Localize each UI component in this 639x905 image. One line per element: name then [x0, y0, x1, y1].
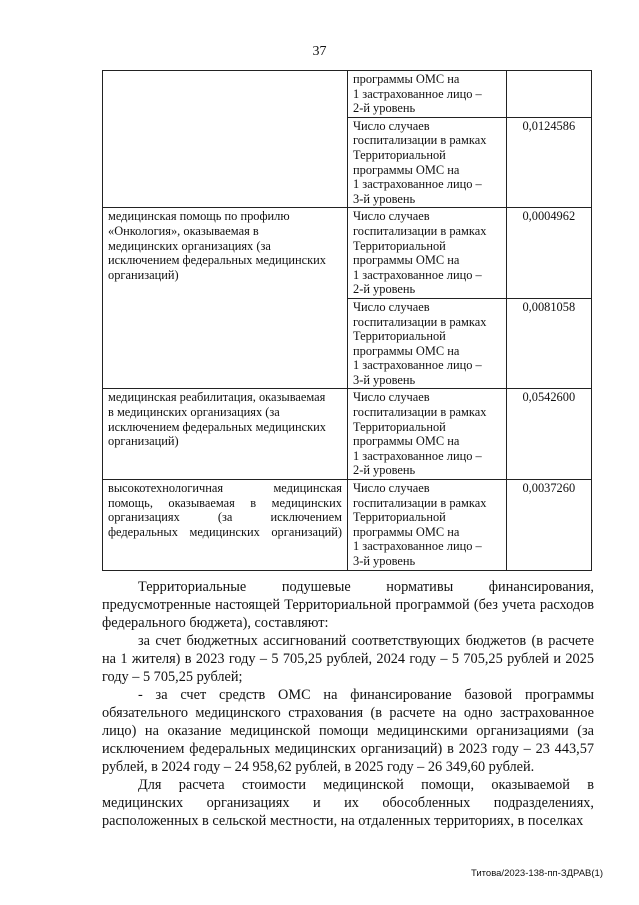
indicator-line: программы ОМС на	[353, 72, 460, 86]
indicator-cell	[348, 71, 507, 118]
indicator-line: госпитализации в рамках	[353, 495, 487, 510]
indicator-line: программы ОМС на	[353, 343, 460, 358]
service-line: «Онкология», оказываемая в	[108, 223, 259, 238]
table-row	[103, 480, 592, 571]
indicator-line: 1 застрахованное лицо –	[353, 86, 482, 101]
indicator-line: программы ОМС на	[353, 162, 460, 177]
indicator-line: Число случаев	[353, 209, 430, 224]
value-cell: 0,0542600	[506, 389, 591, 480]
service-line: медицинских организациях (за	[108, 238, 271, 253]
service-line: помощь, оказываемая в медицинских	[108, 495, 342, 510]
indicator-cell	[348, 480, 507, 571]
service-cell	[103, 71, 348, 208]
indicator-cell	[348, 298, 507, 389]
indicator-line: госпитализации в рамках	[353, 133, 487, 148]
service-cell	[103, 480, 348, 571]
service-cell	[103, 208, 348, 389]
table-row	[103, 71, 592, 118]
indicator-line: Территориальной	[353, 419, 446, 434]
indicator-line: Территориальной	[353, 147, 446, 162]
service-line: медицинская помощь по профилю	[108, 209, 290, 224]
body-text	[102, 578, 594, 830]
page-number: 37	[312, 44, 327, 59]
service-cell	[103, 389, 348, 480]
indicator-line: госпитализации в рамках	[353, 314, 487, 329]
indicator-line: Территориальной	[353, 238, 446, 253]
indicator-line: программы ОМС на	[353, 253, 460, 268]
indicator-cell	[348, 208, 507, 299]
value-cell: 0,0081058	[506, 298, 591, 389]
indicator-line: Территориальной	[353, 329, 446, 344]
service-line: в медицинских организациях (за	[108, 405, 280, 420]
indicator-line: 2-й уровень	[353, 282, 416, 297]
indicator-line: 1 застрахованное лицо –	[353, 177, 482, 192]
table-body	[103, 71, 592, 571]
indicator-line: Число случаев	[353, 481, 430, 496]
indicator-line: 2-й уровень	[353, 101, 416, 116]
indicator-line: госпитализации в рамках	[353, 223, 487, 238]
service-line: организациях (за исключением	[108, 510, 342, 525]
paragraph-budget: за счет бюджетных ассигнований соответствующих бюджетов (в расчете на 1 жителя) в 2023 году – 5 705,25 рублей, 2024 году – 5 705,25 рублей и 2025 году – 5 705,25 рублей;	[102, 633, 594, 685]
value-cell: 0,0124586	[506, 117, 591, 208]
indicator-cell	[348, 117, 507, 208]
value-cell	[506, 71, 591, 118]
indicator-line: Число случаев	[353, 390, 430, 405]
service-line: организаций)	[108, 267, 179, 282]
indicator-cell	[348, 389, 507, 480]
indicator-line: программы ОМС на	[353, 524, 460, 539]
value-cell: 0,0037260	[506, 480, 591, 571]
service-line: исключением федеральных медицинских	[108, 419, 326, 434]
footer-document-code: Титова/2023-138-пп-ЗДРАВ(1)	[470, 868, 603, 879]
indicator-line: 1 застрахованное лицо –	[353, 267, 482, 282]
service-line: организаций)	[108, 434, 179, 449]
service-line: исключением федеральных медицинских	[108, 253, 326, 268]
indicator-line: 1 застрахованное лицо –	[353, 539, 482, 554]
table-row	[103, 389, 592, 480]
service-line: медицинская реабилитация, оказываемая	[108, 390, 326, 405]
indicator-line: 3-й уровень	[353, 372, 416, 387]
table-row	[103, 208, 592, 299]
service-line: высокотехнологичная медицинская	[108, 481, 342, 496]
indicator-line: госпитализации в рамках	[353, 405, 487, 420]
indicator-line: 2-й уровень	[353, 463, 416, 478]
paragraph-rural: Для расчета стоимости медицинской помощи, оказываемой в медицинских организациях и их обособленных подразделениях, расположенных в сельской местности, на отдаленных территориях, в поселках	[102, 777, 594, 829]
indicator-line: 1 застрахованное лицо –	[353, 448, 482, 463]
indicator-line: Число случаев	[353, 118, 430, 133]
indicator-line: программы ОМС на	[353, 434, 460, 449]
service-line: федеральных медицинских организаций)	[108, 524, 342, 539]
paragraph-normatives: Территориальные подушевые нормативы финансирования, предусмотренные настоящей Территориальной программой (без учета расходов федерального бюджета), составляют:	[102, 579, 594, 631]
indicator-line: Число случаев	[353, 299, 430, 314]
indicator-line: Территориальной	[353, 510, 446, 525]
indicator-table	[102, 70, 592, 571]
value-cell: 0,0004962	[506, 208, 591, 299]
paragraph-oms: - за счет средств ОМС на финансирование базовой программы обязательного медицинского страхования (в расчете на одно застрахованное лицо) на оказание медицинской помощи медицинскими организациями (за исключением федеральных медицинских организаций) в 2023 году – 23 443,57 рублей, в 2024 году – 24 958,62 рублей, в 2025 году – 26 349,60 рублей.	[102, 687, 594, 775]
indicator-line: 3-й уровень	[353, 554, 416, 568]
indicator-line: 1 застрахованное лицо –	[353, 358, 482, 373]
indicator-line: 3-й уровень	[353, 191, 416, 206]
